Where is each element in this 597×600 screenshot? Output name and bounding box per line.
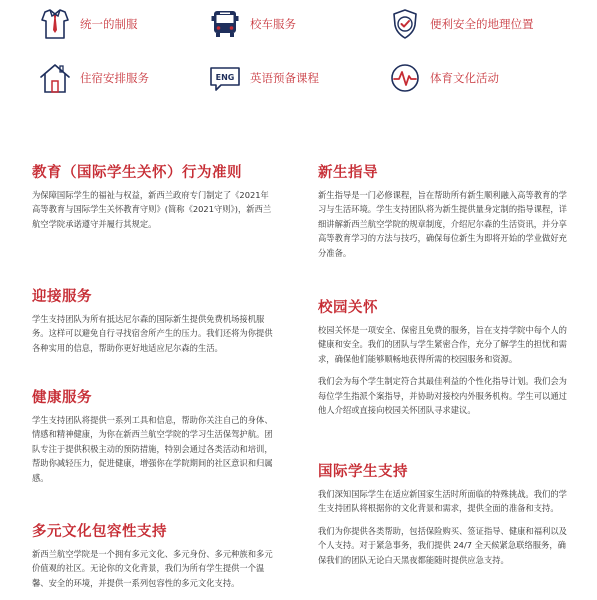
svg-text:ENG: ENG: [215, 73, 235, 82]
section-body: 新生指导是一门必修课程，旨在帮助所有新生顺利融入高等教育的学习与生活环境。学生支持团队将为新生提供量身定制的指导课程，详细讲解新西兰航空学院的规章制度，介绍尼尔森的生活资讯，并分享高等教育学习的方法与技巧，确保每位新生为即将开始的学业做好充分准备。: [318, 190, 567, 258]
section-title: 国际学生支持: [318, 464, 408, 480]
section-welcome-service: [32, 285, 276, 355]
feature-uniform: [36, 5, 138, 43]
section-title: 校园关怀: [318, 300, 378, 316]
section-title: 健康服务: [32, 390, 92, 406]
feature-english: [206, 59, 319, 97]
feature-label: 住宿安排服务: [80, 71, 149, 85]
heartbeat-icon: [386, 59, 424, 97]
security-shield-icon: [386, 5, 424, 43]
section-title: 教育（国际学生关怀）行为准则: [32, 165, 242, 181]
section-international-support: [318, 460, 568, 567]
eng-speech-icon: [206, 59, 244, 97]
section-body: 我们会为每个学生制定符合其最佳利益的个性化指导计划。我们会为每位学生指派个案指导，并协助对接校内外服务机构。学生可以通过他人介绍或直接向校园关怀团队寻求建议。: [318, 376, 567, 416]
section-body: 学生支持团队将提供一系列工具和信息，帮助你关注自己的身体、情感和精神健康，为你在新西兰航空学院的学习生活保驾护航。团队专注于提供积极主动的预防措施，特别会通过各类活动和培训，帮助你减轻压力，促进健康，增强你在学院期间的社区意识和归属感。: [32, 415, 273, 483]
section-body: 我们为你提供各类帮助，包括保险购买、签证指导、健康和福利以及个人支持。对于紧急事务，我们提供 24/7 全天候紧急联络服务，确保我们的团队无论白天黑夜都能随时提供应急支持。: [318, 525, 567, 565]
feature-label: 体育文化活动: [430, 71, 499, 85]
section-health-service: [32, 386, 276, 485]
feature-label: 英语预备课程: [250, 71, 319, 85]
house-icon: [36, 59, 74, 97]
feature-housing: [36, 59, 149, 97]
section-campus-care: [318, 296, 568, 417]
section-title: 新生指导: [318, 165, 378, 181]
section-body: 学生支持团队为所有抵达尼尔森的国际新生提供免费机场接机服务。这样可以避免自行寻找宿舍所产生的压力。我们还将为你提供各种实用的信息，帮助你更好地适应尼尔森的生活。: [32, 314, 273, 353]
school-bus-icon: [206, 5, 244, 43]
section-body: 校园关怀是一项安全、保密且免费的服务，旨在支持学院中每个人的健康和安全。我们的团队与学生紧密合作，充分了解学生的担忧和需求，确保他们能够顺畅地获得所需的校园服务和资源。: [318, 325, 567, 364]
section-multicultural-support: [32, 520, 276, 590]
feature-bus: [206, 5, 296, 43]
feature-label: 便利安全的地理位置: [430, 17, 534, 31]
section-body: 新西兰航空学院是一个拥有多元文化、多元身份、多元种族和多元价值观的社区。无论你的文化背景，我们为所有学生提供一个温馨、安全的环境，并提供一系列包容性的多元文化支持。: [32, 549, 273, 588]
feature-sports: [386, 59, 499, 97]
section-title: 多元文化包容性支持: [32, 524, 167, 540]
feature-label: 校车服务: [250, 17, 296, 31]
section-orientation: [318, 161, 568, 260]
uniform-shirt-icon: [36, 5, 74, 43]
section-body: 为保障国际学生的福祉与权益，新西兰政府专门制定了《2021年高等教育与国际学生关怀教育守则》(简称《2021守则》)，新西兰航空学院承诺遵守并履行其规定。: [32, 190, 272, 229]
section-code-of-practice: [32, 161, 276, 231]
section-body: 我们深知国际学生在适应新国家生活时所面临的特殊挑战。我们的学生支持团队将根据你的文化背景和需求，提供全面的准备和支持。: [318, 489, 567, 514]
feature-label: 统一的制服: [80, 17, 138, 31]
feature-safety: [386, 5, 534, 43]
section-title: 迎接服务: [32, 289, 92, 305]
